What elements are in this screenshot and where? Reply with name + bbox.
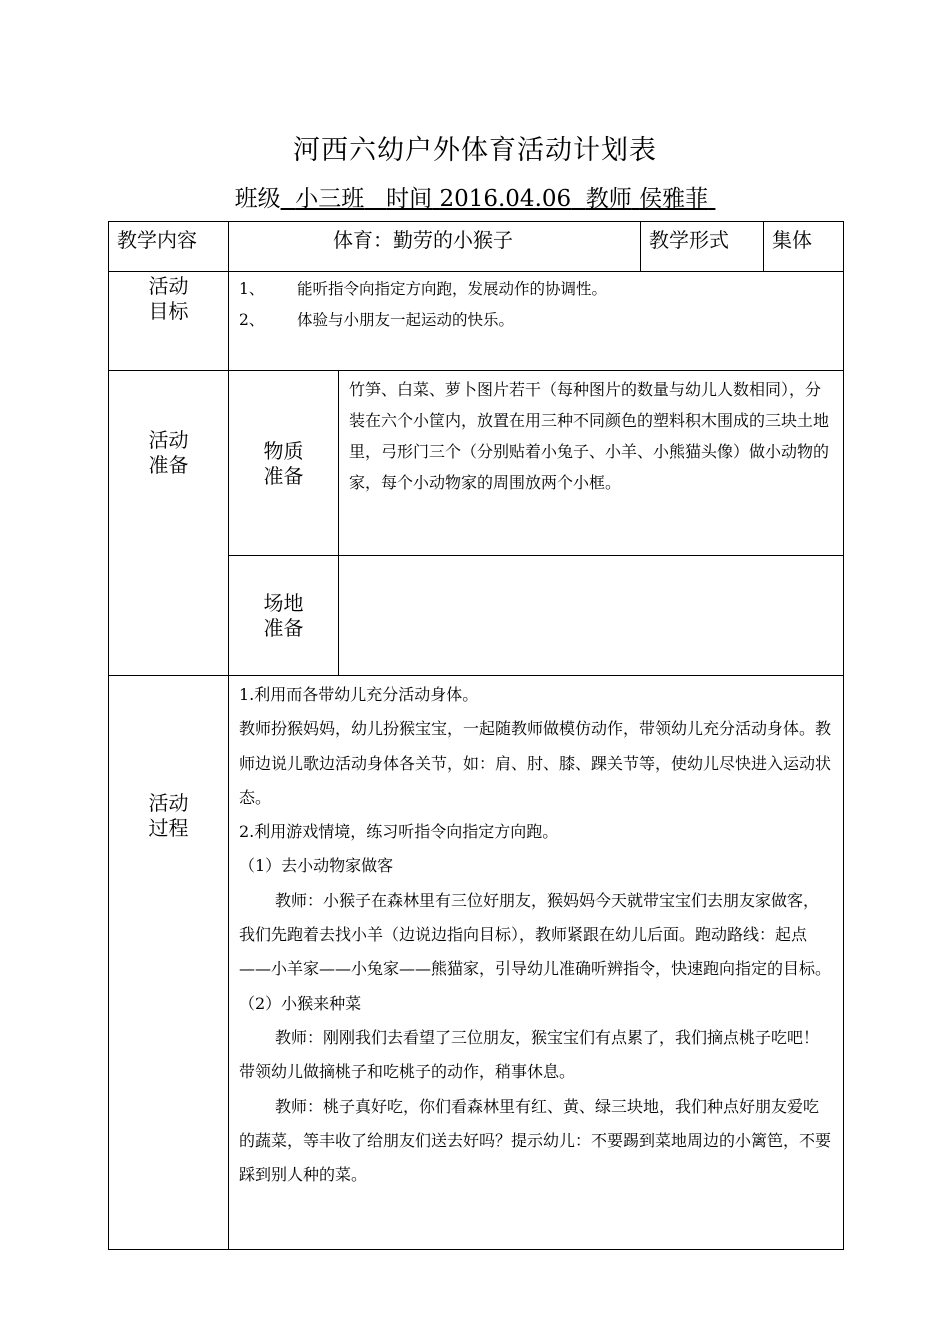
process-paragraph: 教师：刚刚我们去看望了三位朋友，猴宝宝们有点累了，我们摘点桃子吃吧！带领幼儿做摘桃子和吃桃子的动作，稍事休息。 [239, 1027, 820, 1082]
process-content [229, 676, 844, 1250]
goals-content [229, 272, 844, 371]
process-label: 活动 过程 [109, 676, 229, 1250]
material-label: 物质 准备 [229, 371, 339, 556]
teacher-value: 侯雅菲 [639, 186, 709, 212]
subtitle-line [0, 180, 950, 213]
process-row [109, 676, 844, 1250]
goal-item: 1、 能听指令向指定方向跑，发展动作的协调性。 [239, 280, 608, 298]
goals-row [109, 272, 844, 371]
process-paragraph: 教师：小猴子在森林里有三位好朋友，猴妈妈今天就带宝宝们去朋友家做客，我们先跑着去找小羊（边说边指向目标），教师紧跟在幼儿后面。跑动路线：起点——小羊家——小兔家——熊猫家，引导幼儿准确听辨指令，快速跑向指定的目标。 [239, 890, 832, 979]
process-paragraph: 教师扮猴妈妈，幼儿扮猴宝宝，一起随教师做模仿动作，带领幼儿充分活动身体。教师边说儿歌边活动身体各关节，如：肩、肘、膝、踝关节等，使幼儿尽快进入运动状态。 [239, 719, 832, 807]
process-paragraph: 2.利用游戏情境，练习听指令向指定方向跑。 [239, 822, 559, 842]
content-value: 体育：勤劳的小猴子 [229, 222, 641, 272]
class-value: 小三班 [295, 186, 365, 212]
form-label: 教学形式 [641, 222, 764, 272]
goals-label: 活动 目标 [109, 272, 229, 371]
process-paragraph: （2）小猴来种菜 [239, 993, 362, 1013]
process-paragraph: （1）去小动物家做客 [239, 856, 394, 876]
prep-material-row [109, 371, 844, 556]
time-value: 2016.04.06 [439, 186, 572, 212]
process-paragraph: 教师：桃子真好吃，你们看森林里有红、黄、绿三块地，我们种点好朋友爱吃的蔬菜，等丰收了给朋友们送去好吗？提示幼儿：不要踢到菜地周边的小篱笆，不要踩到别人种的菜。 [239, 1096, 832, 1185]
teacher-label: 教师 [585, 186, 632, 212]
process-paragraph: 1.利用而各带幼儿充分活动身体。 [239, 685, 479, 704]
time-label: 时间 [386, 186, 433, 212]
prep-label: 活动 准备 [109, 371, 229, 676]
content-label: 教学内容 [109, 222, 229, 272]
page-title: 河西六幼户外体育活动计划表 [293, 135, 657, 166]
form-value: 集体 [764, 222, 844, 272]
header-row [109, 222, 844, 272]
venue-label: 场地 准备 [229, 556, 339, 676]
plan-table [108, 221, 844, 1250]
material-content: 竹笋、白菜、萝卜图片若干（每种图片的数量与幼儿人数相同），分装在六个小筐内，放置在用三种不同颜色的塑料积木围成的三块土地里，弓形门三个（分别贴着小兔子、小羊、小熊猫头像）做小动物的家，每个小动物家的周围放两个小框。 [339, 371, 844, 556]
venue-content [339, 556, 844, 676]
class-label: 班级 [234, 186, 281, 212]
goal-item: 2、 体验与小朋友一起运动的快乐。 [239, 311, 515, 329]
